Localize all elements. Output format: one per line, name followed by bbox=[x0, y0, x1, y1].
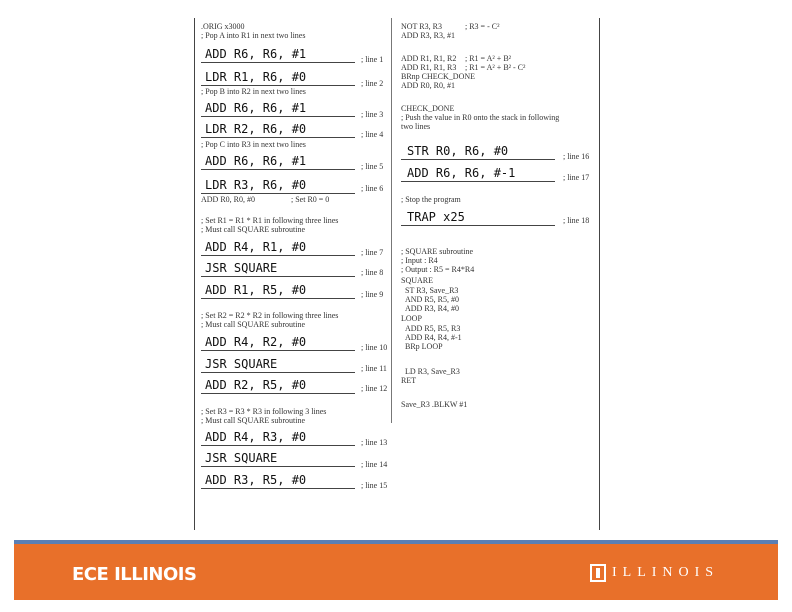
code-line-10: ADD R4, R2, #0 bbox=[205, 335, 307, 349]
line-label-9: ; line 9 bbox=[361, 290, 384, 299]
line-label-15: ; line 15 bbox=[361, 481, 388, 490]
answer-underline bbox=[401, 225, 555, 226]
answer-underline bbox=[201, 62, 355, 63]
code-line-14: JSR SQUARE bbox=[205, 451, 278, 465]
line-label-16: ; line 16 bbox=[563, 152, 590, 161]
line-label-13: ; line 13 bbox=[361, 438, 388, 447]
code-ret: RET bbox=[401, 376, 417, 385]
code-add-r4-dec: ADD R4, R4, #-1 bbox=[405, 333, 462, 342]
line-label-11: ; line 11 bbox=[361, 364, 387, 373]
code-not-r3: NOT R3, R3 bbox=[401, 22, 442, 31]
comment-push-cont: two lines bbox=[401, 122, 431, 131]
answer-underline bbox=[201, 466, 355, 467]
line-label-1: ; line 1 bbox=[361, 55, 384, 64]
code-line-12: ADD R2, R5, #0 bbox=[205, 378, 307, 392]
line-label-14: ; line 14 bbox=[361, 460, 388, 469]
answer-underline bbox=[401, 181, 555, 182]
answer-underline bbox=[201, 298, 355, 299]
comment-r1-diff: ; R1 = A² + B² - C² bbox=[465, 63, 526, 72]
answer-underline bbox=[201, 116, 355, 117]
line-label-6: ; line 6 bbox=[361, 184, 384, 193]
illinois-wordmark: ILLINOIS bbox=[612, 565, 720, 580]
line-label-10: ; line 10 bbox=[361, 343, 388, 352]
block-i-icon bbox=[590, 564, 606, 582]
answer-underline bbox=[201, 169, 355, 170]
comment-pop-b: ; Pop B into R2 in next two lines bbox=[201, 87, 306, 96]
comment-must-call-2: ; Must call SQUARE subroutine bbox=[201, 320, 305, 329]
comment-stop: ; Stop the program bbox=[401, 195, 461, 204]
comment-set-r3: ; Set R3 = R3 * R3 in following 3 lines bbox=[201, 407, 327, 416]
code-brp-loop: BRp LOOP bbox=[405, 342, 443, 351]
line-label-18: ; line 18 bbox=[563, 216, 590, 225]
label-square: SQUARE bbox=[401, 276, 434, 285]
code-line-15: ADD R3, R5, #0 bbox=[205, 473, 307, 487]
line-label-17: ; line 17 bbox=[563, 173, 590, 182]
code-add-r3: ADD R3, R3, #1 bbox=[401, 31, 456, 40]
code-add-r3-r4: ADD R3, R4, #0 bbox=[405, 304, 460, 313]
line-label-2: ; line 2 bbox=[361, 79, 384, 88]
footer-banner bbox=[14, 540, 778, 600]
code-line-11: JSR SQUARE bbox=[205, 357, 278, 371]
comment-push: ; Push the value in R0 onto the stack in following bbox=[401, 113, 560, 122]
code-blkw: Save_R3 .BLKW #1 bbox=[401, 400, 468, 409]
comment-output: ; Output : R5 = R4*R4 bbox=[401, 265, 475, 274]
code-line-5: ADD R6, R6, #1 bbox=[205, 154, 307, 168]
comment-pop-a: ; Pop A into R1 in next two lines bbox=[201, 31, 306, 40]
code-line-7: ADD R4, R1, #0 bbox=[205, 240, 307, 254]
comment-square-sub: ; SQUARE subroutine bbox=[401, 247, 473, 256]
comment-pop-c: ; Pop C into R3 in next two lines bbox=[201, 140, 306, 149]
code-line-1: ADD R6, R6, #1 bbox=[205, 47, 307, 61]
column-divider bbox=[391, 18, 392, 423]
comment-set-r2: ; Set R2 = R2 * R2 in following three lines bbox=[201, 311, 339, 320]
line-label-8: ; line 8 bbox=[361, 268, 384, 277]
comment-set-r1: ; Set R1 = R1 * R1 in following three lines bbox=[201, 216, 339, 225]
code-and-r5: AND R5, R5, #0 bbox=[405, 295, 460, 304]
code-add-r0-inc: ADD R0, R0, #1 bbox=[401, 81, 456, 90]
answer-underline bbox=[201, 85, 355, 86]
code-add-r5: ADD R5, R5, R3 bbox=[405, 324, 461, 333]
code-line-16: STR R0, R6, #0 bbox=[407, 144, 509, 158]
answer-underline bbox=[201, 255, 355, 256]
line-label-5: ; line 5 bbox=[361, 162, 384, 171]
line-label-12: ; line 12 bbox=[361, 384, 388, 393]
illinois-logo bbox=[590, 564, 719, 582]
comment-r1-sum: ; R1 = A² + B² bbox=[465, 54, 512, 63]
code-line-13: ADD R4, R3, #0 bbox=[205, 430, 307, 444]
answer-underline bbox=[201, 137, 355, 138]
answer-underline bbox=[201, 488, 355, 489]
comment-must-call-3: ; Must call SQUARE subroutine bbox=[201, 416, 305, 425]
code-line-9: ADD R1, R5, #0 bbox=[205, 283, 307, 297]
orig-directive: .ORIG x3000 bbox=[201, 22, 245, 31]
code-ld-r3: LD R3, Save_R3 bbox=[405, 367, 460, 376]
code-line-6: LDR R3, R6, #0 bbox=[205, 178, 307, 192]
code-line-3: ADD R6, R6, #1 bbox=[205, 101, 307, 115]
answer-underline bbox=[201, 393, 355, 394]
label-check-done: CHECK_DONE bbox=[401, 104, 455, 113]
code-add-r0: ADD R0, R0, #0 bbox=[201, 195, 256, 204]
answer-underline bbox=[401, 159, 555, 160]
line-label-3: ; line 3 bbox=[361, 110, 384, 119]
line-label-7: ; line 7 bbox=[361, 248, 384, 257]
code-line-18: TRAP x25 bbox=[407, 210, 465, 224]
code-st-r3: ST R3, Save_R3 bbox=[405, 286, 459, 295]
code-add-r1-r3: ADD R1, R1, R3 bbox=[401, 63, 457, 72]
comment-r3-neg: ; R3 = - C² bbox=[465, 22, 500, 31]
answer-underline bbox=[201, 445, 355, 446]
code-line-8: JSR SQUARE bbox=[205, 261, 278, 275]
code-line-2: LDR R1, R6, #0 bbox=[205, 70, 307, 84]
code-line-4: LDR R2, R6, #0 bbox=[205, 122, 307, 136]
line-label-4: ; line 4 bbox=[361, 130, 384, 139]
answer-underline bbox=[201, 193, 355, 194]
worksheet-page bbox=[194, 18, 600, 530]
comment-must-call-1: ; Must call SQUARE subroutine bbox=[201, 225, 305, 234]
code-brnp: BRnp CHECK_DONE bbox=[401, 72, 476, 81]
answer-underline bbox=[201, 276, 355, 277]
comment-set-r0: ; Set R0 = 0 bbox=[291, 195, 330, 204]
code-line-17: ADD R6, R6, #-1 bbox=[407, 166, 516, 180]
footer-stripe bbox=[14, 540, 778, 544]
code-add-r1-r2: ADD R1, R1, R2 bbox=[401, 54, 457, 63]
ece-illinois-wordmark: ECE ILLINOIS bbox=[72, 564, 197, 585]
answer-underline bbox=[201, 372, 355, 373]
label-loop: LOOP bbox=[401, 314, 422, 323]
comment-input: ; Input : R4 bbox=[401, 256, 438, 265]
answer-underline bbox=[201, 350, 355, 351]
